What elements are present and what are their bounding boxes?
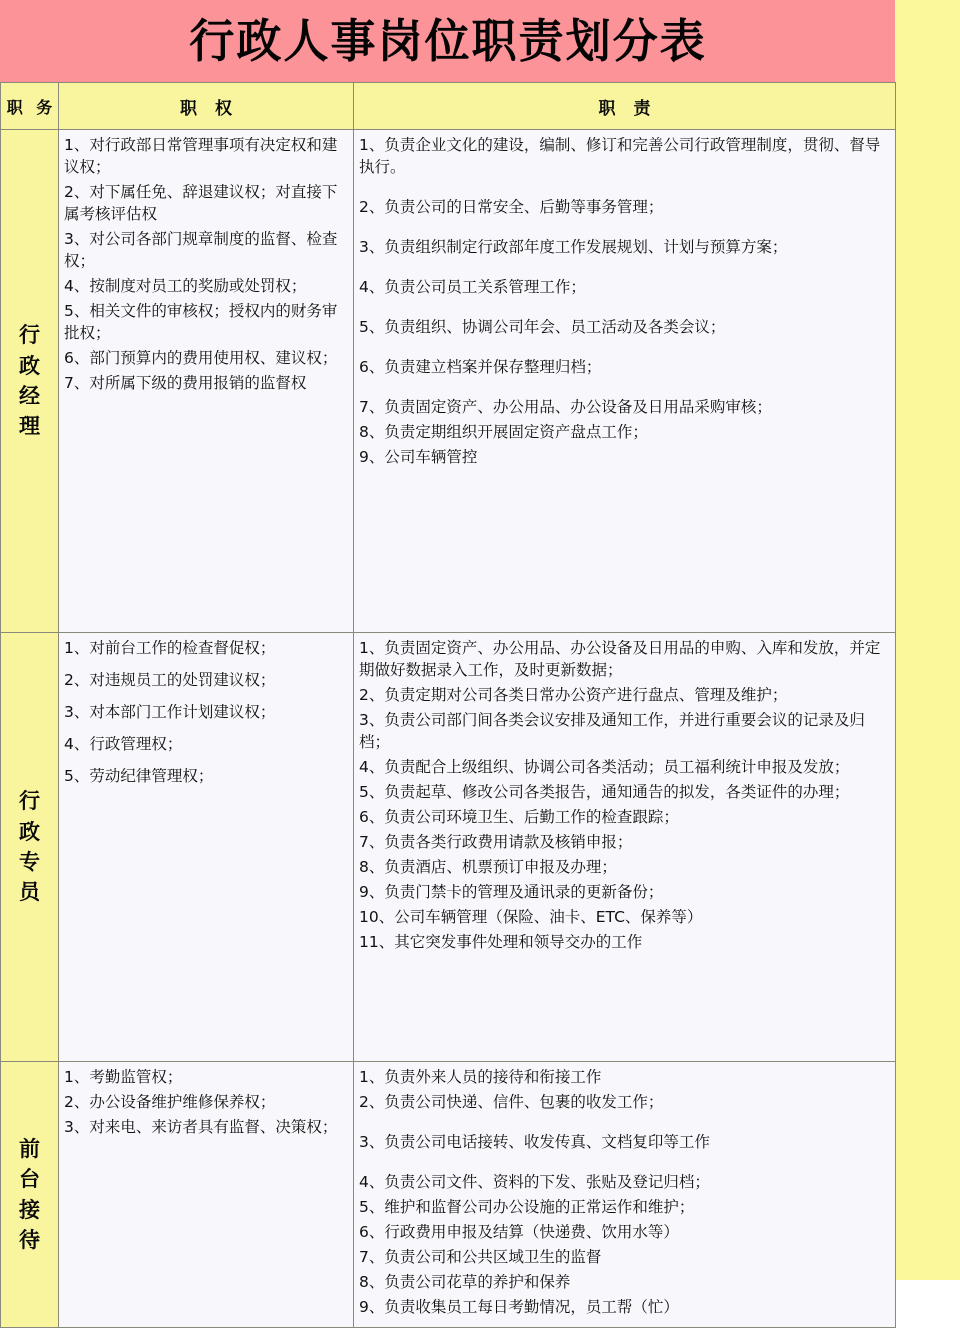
- list-item: 10、公司车辆管理（保险、油卡、ETC、保养等）: [359, 908, 703, 926]
- list-item: 7、对所属下级的费用报销的监督权: [64, 374, 307, 392]
- list-item: 2、办公设备维护维修保养权；: [64, 1093, 276, 1111]
- list-item: 3、对来电、来访者具有监督、决策权；: [64, 1118, 338, 1136]
- post-cell: [1, 130, 59, 633]
- duty-item-list: [359, 134, 891, 468]
- list-item: 5、负责起草、修改公司各类报告，通知通告的拟发，各类证件的办理；: [359, 783, 850, 801]
- list-item: 3、对公司各部门规章制度的监督、检查权；: [64, 230, 338, 270]
- list-item: 3、负责公司部门间各类会议安排及通知工作，并进行重要会议的记录及归档；: [359, 711, 865, 751]
- list-item: 8、负责定期组织开展固定资产盘点工作；: [359, 423, 648, 441]
- list-item: 4、行政管理权；: [64, 735, 183, 753]
- table-row: [1, 130, 896, 633]
- column-header-post: 职 务: [1, 83, 59, 130]
- list-item: 6、负责公司环境卫生、后勤工作的检查跟踪；: [359, 808, 679, 826]
- document-title-band: [0, 0, 895, 82]
- list-item: 7、负责各类行政费用请款及核销申报；: [359, 833, 633, 851]
- duty-cell: [354, 633, 896, 1062]
- table-header-row: [1, 83, 896, 130]
- page-title: 行政人事岗位职责划分表: [188, 14, 707, 68]
- list-item: 5、劳动纪律管理权；: [64, 767, 214, 785]
- list-item: 1、负责外来人员的接待和衔接工作: [359, 1068, 602, 1086]
- authority-item-list: [64, 134, 349, 394]
- list-item: 5、负责组织、协调公司年会、员工活动及各类会议；: [359, 318, 726, 336]
- list-item: 7、负责固定资产、办公用品、办公设备及日用品采购审核；: [359, 398, 772, 416]
- post-title-label: 行政专员: [19, 789, 40, 905]
- list-item: 4、负责公司员工关系管理工作；: [359, 278, 586, 296]
- list-item: 11、其它突发事件处理和领导交办的工作: [359, 933, 643, 951]
- responsibility-table: [0, 82, 896, 1328]
- list-item: 2、对下属任免、辞退建议权；对直接下属考核评估权: [64, 183, 338, 223]
- list-item: 9、公司车辆管控: [359, 448, 478, 466]
- list-item: 4、按制度对员工的奖励或处罚权；: [64, 277, 307, 295]
- list-item: 9、负责收集员工每日考勤情况，员工帮（忙）: [359, 1298, 679, 1316]
- post-title-label: 前台接待: [19, 1136, 40, 1252]
- list-item: 2、负责公司快递、信件、包裹的收发工作；: [359, 1093, 664, 1111]
- column-header-duty: 职 责: [354, 83, 896, 130]
- authority-cell: [59, 633, 354, 1062]
- list-item: 6、行政费用申报及结算（快递费、饮用水等）: [359, 1223, 679, 1241]
- duty-item-list: [359, 637, 891, 953]
- list-item: 8、负责酒店、机票预订申报及办理；: [359, 858, 617, 876]
- list-item: 4、负责公司文件、资料的下发、张贴及登记归档；: [359, 1173, 710, 1191]
- duty-cell: [354, 1062, 896, 1328]
- list-item: 5、相关文件的审核权；授权内的财务审批权；: [64, 302, 338, 342]
- post-cell: [1, 633, 59, 1062]
- list-item: 1、考勤监管权；: [64, 1068, 183, 1086]
- list-item: 9、负责门禁卡的管理及通讯录的更新备份；: [359, 883, 664, 901]
- list-item: 3、对本部门工作计划建议权；: [64, 703, 276, 721]
- authority-cell: [59, 1062, 354, 1328]
- list-item: 8、负责公司花草的养护和保养: [359, 1273, 571, 1291]
- list-item: 2、负责定期对公司各类日常办公资产进行盘点、管理及维护；: [359, 686, 788, 704]
- table-row: [1, 1062, 896, 1328]
- list-item: 7、负责公司和公共区域卫生的监督: [359, 1248, 602, 1266]
- list-item: 1、对前台工作的检查督促权；: [64, 639, 276, 657]
- list-item: 1、负责企业文化的建设，编制、修订和完善公司行政管理制度，贯彻、督导执行。: [359, 136, 881, 176]
- list-item: 3、负责组织制定行政部年度工作发展规划、计划与预算方案；: [359, 238, 788, 256]
- list-item: 3、负责公司电话接转、收发传真、文档复印等工作: [359, 1133, 710, 1151]
- duty-item-list: [359, 1066, 891, 1318]
- authority-item-list: [64, 1066, 349, 1138]
- post-title-label: 行政经理: [19, 323, 40, 439]
- list-item: 1、负责固定资产、办公用品、办公设备及日用品的申购、入库和发放，并定期做好数据录入工作，及时更新数据；: [359, 639, 881, 679]
- list-item: 6、负责建立档案并保存整理归档；: [359, 358, 602, 376]
- list-item: 1、对行政部日常管理事项有决定权和建议权；: [64, 136, 338, 176]
- post-cell: [1, 1062, 59, 1328]
- authority-item-list: [64, 637, 349, 787]
- list-item: 6、部门预算内的费用使用权、建议权；: [64, 349, 338, 367]
- list-item: 2、负责公司的日常安全、后勤等事务管理；: [359, 198, 664, 216]
- list-item: 2、对违规员工的处罚建议权；: [64, 671, 276, 689]
- table-row: [1, 633, 896, 1062]
- authority-cell: [59, 130, 354, 633]
- list-item: 4、负责配合上级组织、协调公司各类活动；员工福利统计申报及发放；: [359, 758, 850, 776]
- table-body: [1, 130, 896, 1328]
- duty-cell: [354, 130, 896, 633]
- list-item: 5、维护和监督公司办公设施的正常运作和维护；: [359, 1198, 695, 1216]
- column-header-authority: 职 权: [59, 83, 354, 130]
